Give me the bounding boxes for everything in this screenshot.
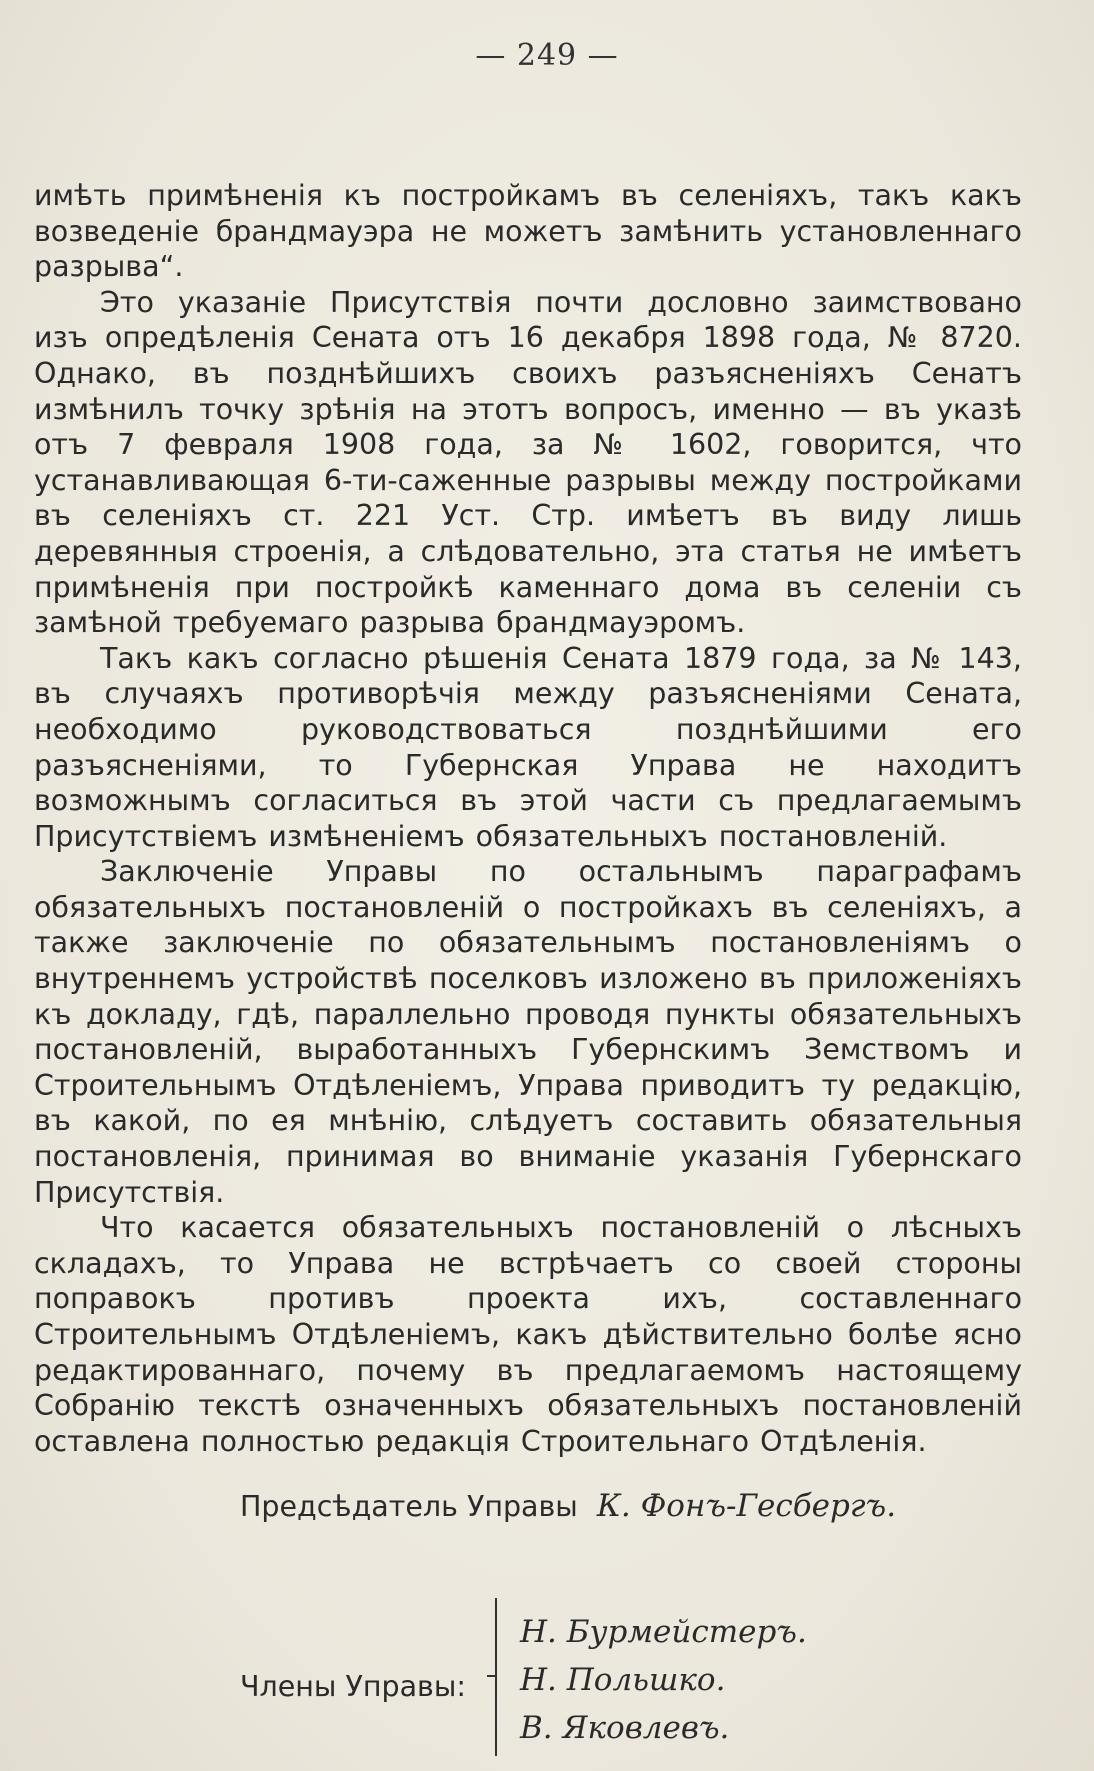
paragraph: Что касается обязательныхъ постановленій о лѣсныхъ складахъ, то Управа не встрѣчаетъ со своей стороны поправокъ противъ проекта ихъ, составленнаго Строительнымъ Отдѣленіемъ, какъ дѣйствительно болѣе ясно редактированнаго, почему въ предлагаемомъ настоящему Собранію текстѣ означенныхъ обязательныхъ постановленій оставлена полностью редакція Строительнаго Отдѣленія. [34,1211,1022,1458]
chairman-name: К. Фонъ-Гесбергъ. [596,1488,897,1524]
paragraph: Такъ какъ согласно рѣшенія Сената 1879 года, за № 143, въ случаяхъ противорѣчія между разъясненіями Сената, необходимо руководствоваться позднѣйшими его разъясненіями, то Губернская Управа не находитъ возможнымъ согласиться въ этой части съ предлагаемымъ Присутствіемъ измѣненіемъ обязательныхъ постановленій. [34,641,1022,853]
members-list [520,1608,807,1752]
member-name: Н. Польшко. [520,1662,726,1698]
paragraph: имѣть примѣненія къ постройкамъ въ селеніяхъ, такъ какъ возведеніе брандмауэра не можетъ замѣнить установленнаго разрыва“. [34,179,1022,284]
members-brace [495,1598,503,1756]
page-number: — 249 — [475,38,619,73]
chairman-label: Предсѣдатель Управы [240,1490,578,1523]
chairman-signature-line [240,1488,896,1524]
members-label: Члены Управы: [240,1670,466,1703]
member-name: В. Яковлевъ. [520,1710,730,1746]
body-text [34,178,1022,1459]
paragraph: Это указаніе Присутствія почти дословно заимствовано изъ опредѣленія Сената отъ 16 декабря 1898 года, № 8720. Однако, въ позднѣйшихъ своихъ разъясненіяхъ Сенатъ измѣнилъ точку зрѣнія на этотъ вопросъ, именно — въ указѣ отъ 7 февраля 1908 года, за № 1602, говорится, что устанавливающая 6-ти-саженные разрывы между постройками въ селеніяхъ ст. 221 Уст. Стр. имѣетъ въ виду лишь деревянныя строенія, а слѣдовательно, эта статья не имѣетъ примѣненія при постройкѣ каменнаго дома въ селеніи съ замѣной требуемаго разрыва брандмауэромъ. [34,285,1022,640]
member-name: Н. Бурмейстеръ. [520,1614,807,1650]
paragraph: Заключеніе Управы по остальнымъ параграфамъ обязательныхъ постановленій о постройкахъ въ селеніяхъ, а также заключеніе по обязательнымъ постановленіямъ о внутреннемъ устройствѣ поселковъ изложено въ приложеніяхъ къ докладу, гдѣ, параллельно проводя пункты обязательныхъ постановленій, выработанныхъ Губернскимъ Земствомъ и Строительнымъ Отдѣленіемъ, Управа приводитъ ту редакцію, въ какой, по ея мнѣнію, слѣдуетъ составить обязательныя постановленія, принимая во вниманіе указанія Губернскаго Присутствія. [34,855,1022,1209]
